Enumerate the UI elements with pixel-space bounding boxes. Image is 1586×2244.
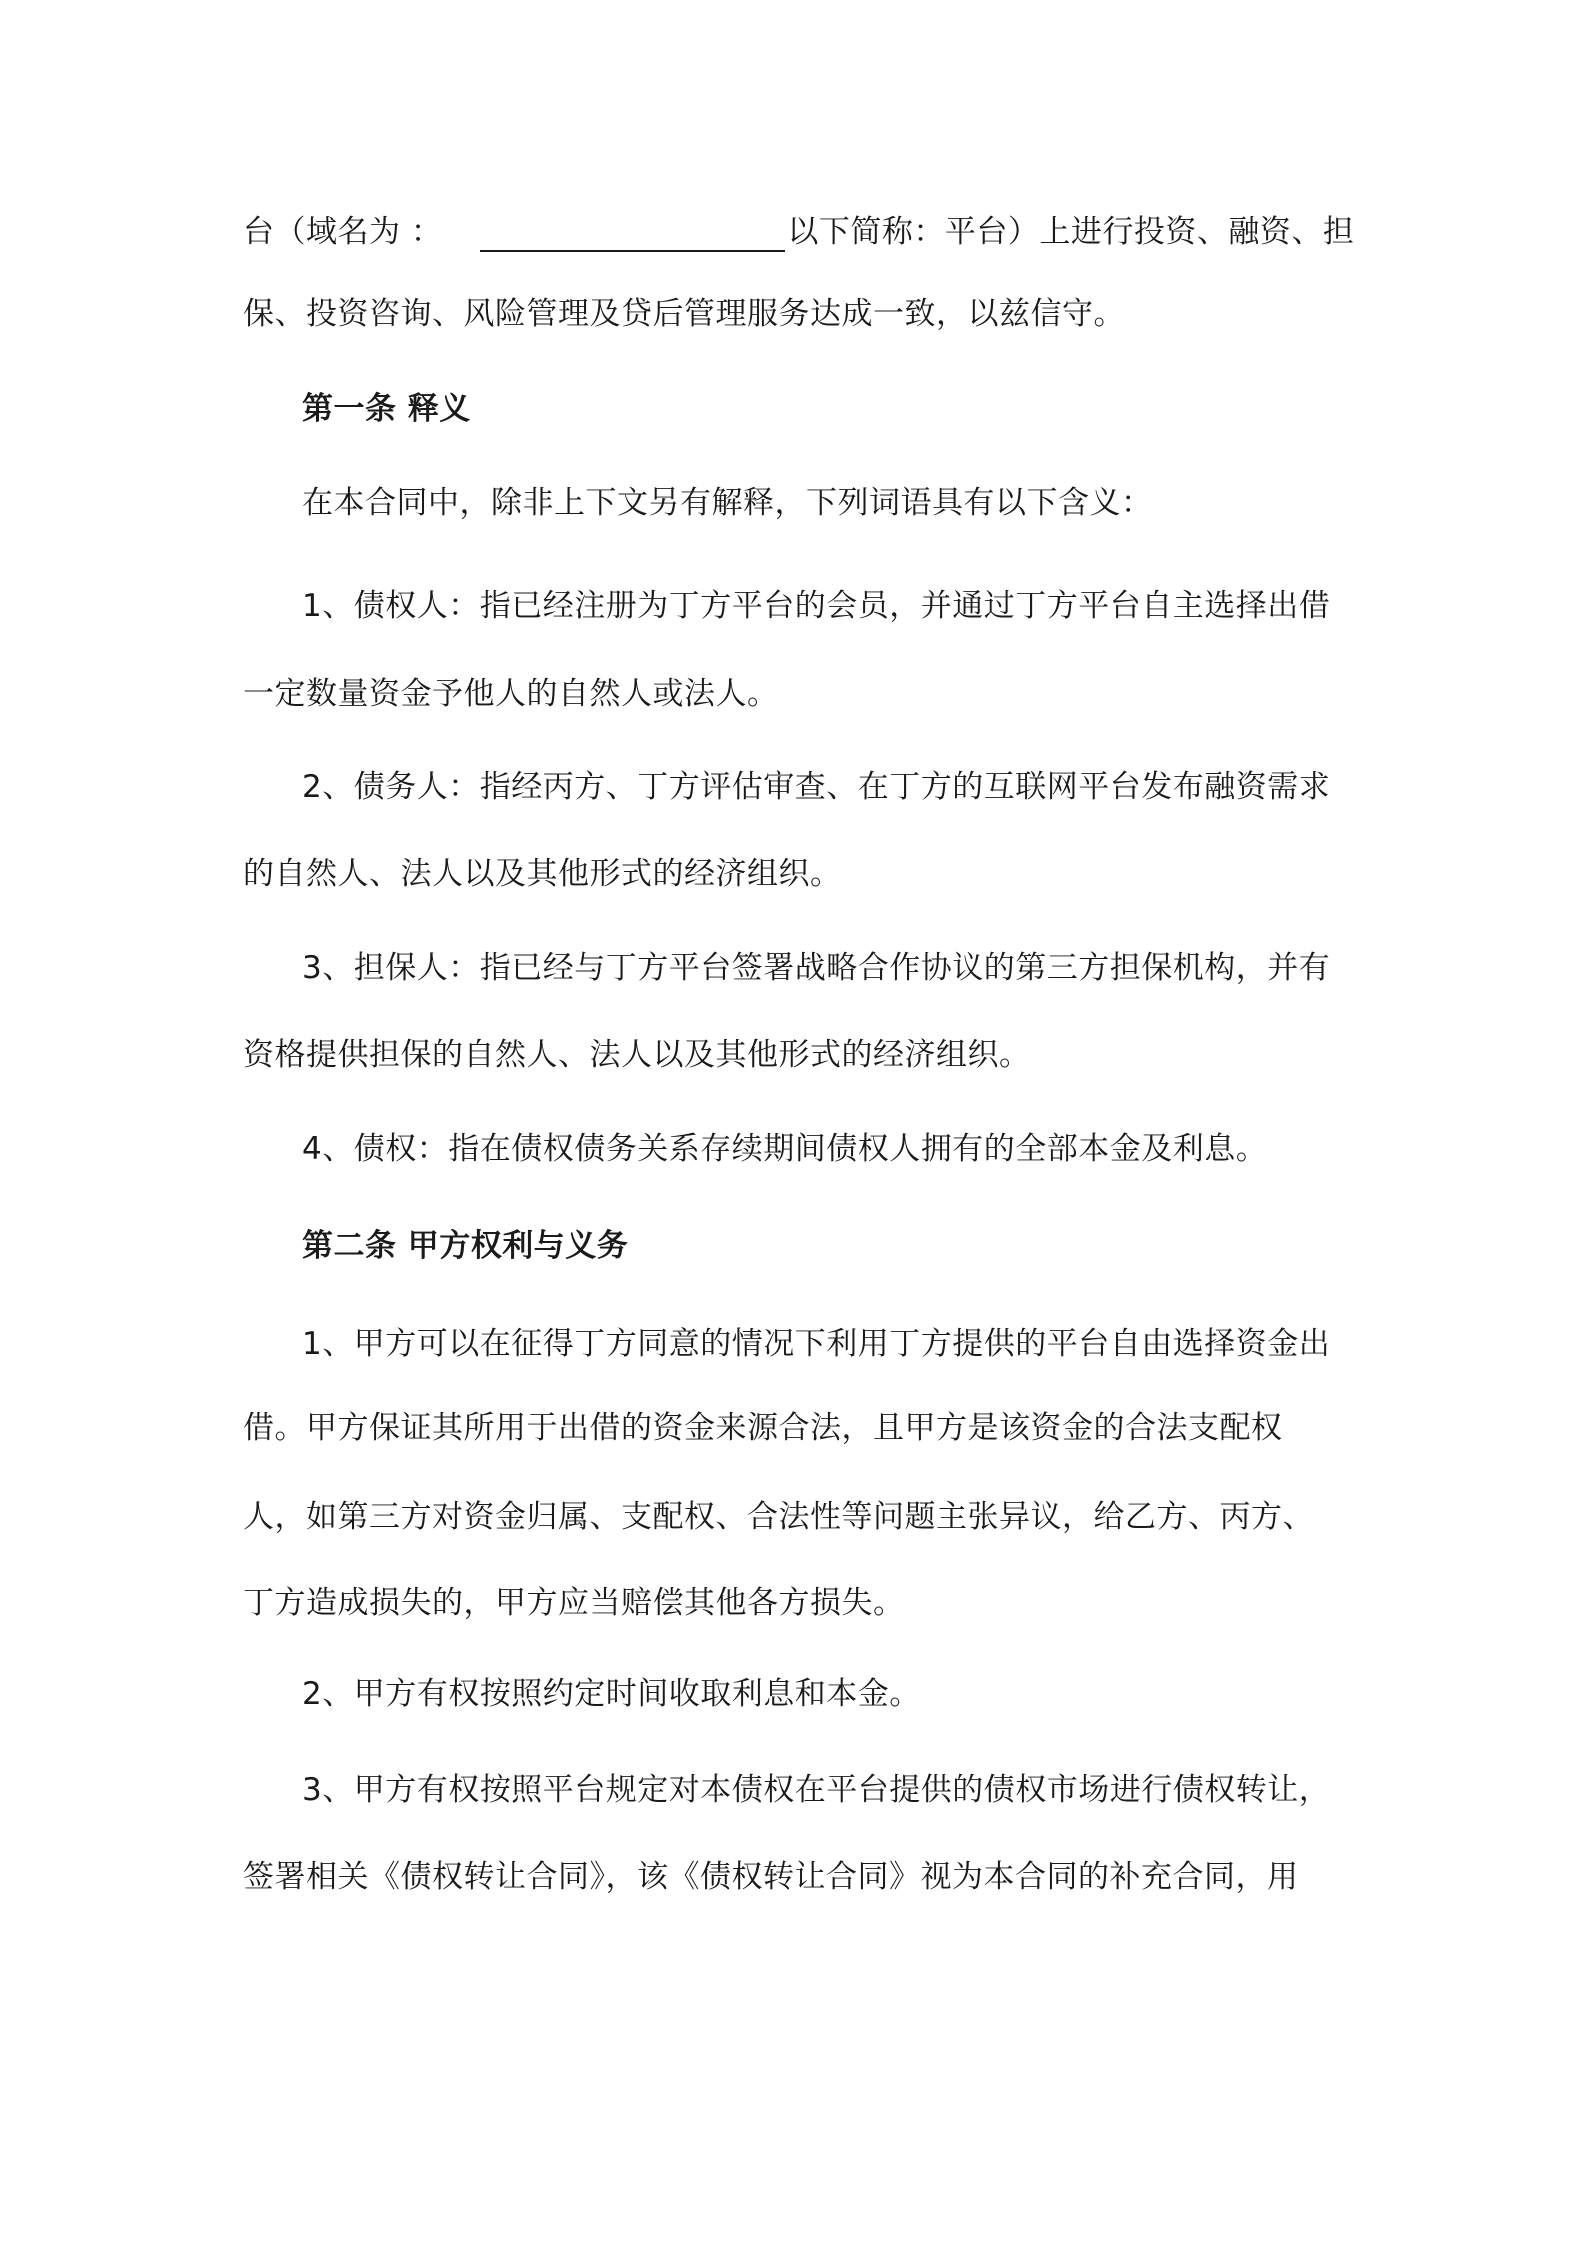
text-segment: 台（域名为 ： (243, 214, 443, 250)
paragraph-line: 1、债权人：指已经注册为丁方平台的会员，并通过丁方平台自主选择出借 (302, 588, 1331, 624)
paragraph-line: 资格提供担保的自然人、法人以及其他形式的经济组织。 (243, 1037, 1031, 1073)
paragraph-line: 1、甲方可以在征得丁方同意的情况下利用丁方提供的平台自由选择资金出 (302, 1326, 1331, 1362)
paragraph-line: 保、投资咨询、风险管理及贷后管理服务达成一致，以兹信守。 (243, 296, 1125, 332)
paragraph-line (243, 212, 1354, 252)
paragraph-line: 2、债务人：指经丙方、丁方评估审查、在丁方的互联网平台发布融资需求 (302, 769, 1331, 805)
paragraph-line: 签署相关《债权转让合同》，该《债权转让合同》视为本合同的补充合同，用 (243, 1859, 1299, 1895)
section-heading: 第一条 释义 (302, 391, 471, 427)
paragraph-line: 人，如第三方对资金归属、支配权、合法性等问题主张异议，给乙方、丙方、 (243, 1499, 1314, 1535)
paragraph-line: 3、担保人：指已经与丁方平台签署战略合作协议的第三方担保机构，并有 (302, 950, 1331, 986)
section-heading: 第二条 甲方权利与义务 (302, 1228, 629, 1264)
paragraph-line: 的自然人、法人以及其他形式的经济组织。 (243, 856, 842, 892)
text-segment: 以下简称：平台）上进行投资、融资、担 (787, 214, 1355, 250)
paragraph-line: 在本合同中，除非上下文另有解释，下列词语具有以下含义： (302, 485, 1153, 521)
paragraph-line: 一定数量资金予他人的自然人或法人。 (243, 676, 779, 712)
paragraph-line: 2、甲方有权按照约定时间收取利息和本金。 (302, 1676, 921, 1712)
paragraph-line: 3、甲方有权按照平台规定对本债权在平台提供的债权市场进行债权转让， (302, 1772, 1331, 1808)
domain-blank-field (480, 220, 785, 252)
paragraph-line: 丁方造成损失的，甲方应当赔偿其他各方损失。 (243, 1585, 905, 1621)
paragraph-line: 借。甲方保证其所用于出借的资金来源合法，且甲方是该资金的合法支配权 (243, 1410, 1283, 1446)
paragraph-line: 4、债权：指在债权债务关系存续期间债权人拥有的全部本金及利息。 (302, 1131, 1268, 1167)
